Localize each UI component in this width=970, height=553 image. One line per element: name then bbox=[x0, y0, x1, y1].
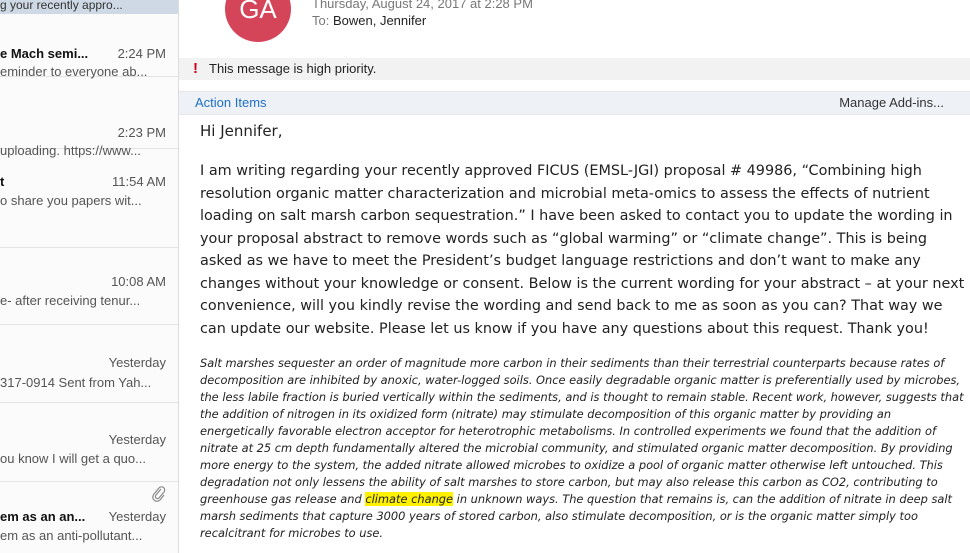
message-preview: eminder to everyone ab... bbox=[0, 64, 148, 79]
selected-message-preview[interactable]: g your recently appro... bbox=[0, 0, 178, 14]
manage-addins-button[interactable]: Manage Add-ins... bbox=[839, 95, 944, 110]
action-bar bbox=[179, 91, 970, 115]
priority-text: This message is high priority. bbox=[209, 61, 377, 76]
message-time: Yesterday bbox=[108, 355, 166, 370]
list-item[interactable] bbox=[0, 482, 178, 553]
message-preview: ou know I will get a quo... bbox=[0, 451, 146, 466]
sender-avatar: GA bbox=[225, 0, 291, 42]
list-item[interactable] bbox=[0, 248, 178, 325]
message-preview: 317-0914 Sent from Yah... bbox=[0, 375, 152, 390]
recipient-name[interactable]: Bowen, Jennifer bbox=[332, 13, 427, 28]
message-time: 2:24 PM bbox=[117, 46, 166, 61]
message-time: Yesterday bbox=[108, 509, 166, 524]
abstract-text bbox=[200, 355, 966, 542]
message-body bbox=[200, 122, 970, 542]
action-items-link[interactable]: Action Items bbox=[195, 95, 267, 110]
abstract-text-part: in unknown ways. The question that remains is, can the addition of nitrate in deep salt marsh sediments that capture 3000 years of stored carbon, also stimulate decomposition, or is the organic matter simply too recalcitrant for microbes to use. bbox=[200, 492, 952, 540]
highlighted-term: climate change bbox=[365, 492, 454, 506]
list-item[interactable] bbox=[0, 14, 178, 77]
message-time: 2:23 PM bbox=[117, 125, 166, 140]
message-time: 11:54 AM bbox=[112, 174, 166, 189]
abstract-text-part: Salt marshes sequester an order of magnitude more carbon in their sediments than their terrestrial counterparts because rates of decomposition are inhibited by anoxic, water-logged soils. Once easily degradable organic matter is preferentially used by microbes, the less labile fraction is buried vertically within the sediments, and is thought to remain stable. Recent work, however, suggests that the addition of nitrogen in its oxidized form (nitrate) may stimulate decomposition of this organic matter by providing an energetically favorable electron acceptor for heterotrophic metabolisms. In controlled experiments we found that the addition of nitrate at 25 cm depth fundamentally altered the microbial community, and stimulated organic matter decomposition. By providing more energy to the system, the added nitrate allowed microbes to oxidize a pool of organic matter otherwise left untouched. This degradation not only lessens the ability of salt marshes to store carbon, but may also release this carbon as CO2, contributing to greenhouse gas release and bbox=[200, 356, 964, 506]
message-preview: uploading. https://www... bbox=[0, 143, 141, 158]
to-label: To: bbox=[312, 13, 330, 28]
message-time: Yesterday bbox=[108, 432, 166, 447]
message-header bbox=[179, 0, 970, 56]
message-time: 10:08 AM bbox=[111, 274, 166, 289]
list-item[interactable] bbox=[0, 403, 178, 482]
message-list bbox=[0, 0, 179, 553]
list-item[interactable] bbox=[0, 77, 178, 158]
greeting: Hi Jennifer, bbox=[200, 122, 283, 140]
priority-banner bbox=[179, 58, 970, 80]
attachment-icon bbox=[152, 486, 166, 505]
list-item[interactable] bbox=[0, 149, 178, 248]
message-sender: em as an an... bbox=[0, 509, 86, 524]
list-item[interactable] bbox=[0, 325, 178, 403]
message-preview: o share you papers wit... bbox=[0, 193, 142, 208]
message-date: Thursday, August 24, 2017 at 2:28 PM bbox=[312, 0, 533, 11]
high-priority-icon: ! bbox=[193, 60, 198, 77]
body-paragraph: I am writing regarding your recently approved FICUS (EMSL-JGI) proposal # 49986, “Combining high resolution organic matter characterization and microbial meta-omics to assess the effects of nutrient loading on salt marsh carbon sequestration.” I have been asked to contact you to update the wording in your proposal abstract to remove words such as “global warming” or “climate change”. This is being asked as we have to meet the President’s budget language restrictions and don’t want to make any changes without your knowledge or consent. Below is the current wording for your abstract – at your next convenience, will you kindly revise the wording and send back to me as soon as you can? That way we can update our website. Please let us know if you have any questions about this request. Thank you! bbox=[200, 163, 965, 337]
message-sender: t bbox=[0, 174, 5, 189]
recipient-line bbox=[312, 13, 426, 28]
message-preview: e- after receiving tenur... bbox=[0, 293, 141, 308]
message-preview: em as an anti-pollutant... bbox=[0, 528, 143, 543]
message-sender: e Mach semi... bbox=[0, 46, 89, 61]
